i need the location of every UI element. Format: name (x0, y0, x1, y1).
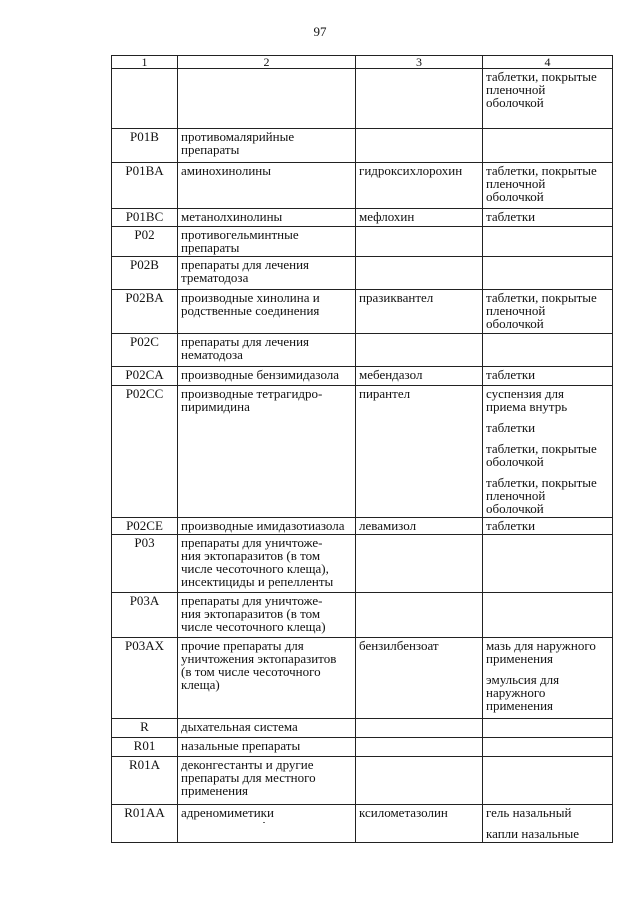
group-name-line: препараты для уничтоже- (181, 593, 323, 608)
atc-code-cell: R (112, 719, 178, 738)
group-name-cell (178, 209, 356, 227)
group-name-cell (178, 593, 356, 638)
table-row (112, 805, 613, 843)
group-name-cell (178, 367, 356, 386)
dosage-form-cell (483, 719, 613, 738)
group-name-line: применения (181, 783, 249, 798)
group-name-line: производные тетрагидро- (181, 386, 323, 401)
dosage-form-cell (483, 227, 613, 257)
inn-cell (356, 69, 483, 129)
inn-cell: празиквантел (356, 290, 483, 334)
table-row (112, 738, 613, 757)
group-name-line: пиримидина (181, 399, 250, 414)
group-name-cell (178, 757, 356, 805)
group-name-cell (178, 738, 356, 757)
group-name-cell (178, 535, 356, 593)
table-row (112, 257, 613, 290)
dosage-form-cell (483, 757, 613, 805)
atc-code-cell: R01AA (112, 805, 178, 843)
dosage-form-cell (483, 738, 613, 757)
dosage-form-cell (483, 535, 613, 593)
group-name-line: числе чесоточного клеща) (181, 619, 326, 634)
dosage-form-cell (483, 69, 613, 129)
group-name-line: препараты для уничтоже- (181, 535, 323, 550)
table-row (112, 69, 613, 129)
group-name-line: ния эктопаразитов (в том (181, 548, 321, 563)
dosage-form (486, 70, 609, 109)
atc-code-cell: P01BC (112, 209, 178, 227)
dosage-form-cell (483, 638, 613, 719)
group-name-line: ния эктопаразитов (в том (181, 606, 321, 621)
dosage-form-cell (483, 209, 613, 227)
dosage-form-line: применения (486, 651, 554, 666)
column-header: 2 (178, 56, 356, 69)
inn-cell (356, 535, 483, 593)
inn-cell: левамизол (356, 518, 483, 535)
group-name-line: препараты (181, 240, 240, 255)
atc-code-cell: P01BA (112, 163, 178, 209)
group-name-cell (178, 386, 356, 518)
group-name-cell (178, 227, 356, 257)
scan-speck (263, 822, 265, 823)
dosage-form-line: оболочкой (486, 316, 544, 331)
table-header-row (112, 56, 613, 69)
atc-code-cell: P02 (112, 227, 178, 257)
page-number: 97 (313, 24, 327, 39)
dosage-form-line: таблетки, покрытые (486, 441, 597, 456)
group-name-line: прочие препараты для (181, 638, 304, 653)
group-name-cell (178, 129, 356, 163)
dosage-form-cell (483, 805, 613, 843)
dosage-form-line: таблетки, покрытые (486, 475, 597, 490)
group-name-line: препараты (181, 142, 240, 157)
dosage-form (486, 639, 609, 665)
inn-cell (356, 129, 483, 163)
dosage-form-cell (483, 163, 613, 209)
inn-cell (356, 593, 483, 638)
dosage-form-line: таблетки, покрытые (486, 290, 597, 305)
group-name-cell (178, 334, 356, 367)
inn-cell: гидроксихлорохин (356, 163, 483, 209)
group-name-line: инсектициды и репелленты (181, 574, 334, 589)
dosage-form-line: капли назальные (486, 826, 579, 841)
atc-code-cell: R01A (112, 757, 178, 805)
dosage-form-cell (483, 129, 613, 163)
inn-cell (356, 738, 483, 757)
atc-code-cell: P03A (112, 593, 178, 638)
dosage-form (486, 164, 609, 203)
atc-code-cell: P02C (112, 334, 178, 367)
atc-code-cell: P02CA (112, 367, 178, 386)
dosage-form-line: оболочкой (486, 95, 544, 110)
dosage-form-line: таблетки, покрытые (486, 163, 597, 178)
dosage-form-line: гель назальный (486, 805, 572, 820)
dosage-form-line: таблетки (486, 209, 536, 224)
dosage-form (486, 827, 609, 840)
dosage-form-line: таблетки (486, 367, 536, 382)
inn-cell: бензилбензоат (356, 638, 483, 719)
atc-code-cell: R01 (112, 738, 178, 757)
dosage-form-line: наружного (486, 685, 546, 700)
group-name-line: аминохинолины (181, 163, 271, 178)
table-row (112, 290, 613, 334)
dosage-form (486, 291, 609, 330)
group-name-line: трематодоза (181, 270, 249, 285)
dosage-form-cell (483, 290, 613, 334)
dosage-form (486, 210, 609, 223)
table-row (112, 757, 613, 805)
dosage-form-line: таблетки (486, 420, 536, 435)
dosage-form-line: пленочной (486, 303, 546, 318)
dosage-form-line: оболочкой (486, 454, 544, 469)
dosage-form-cell (483, 367, 613, 386)
dosage-form-cell (483, 518, 613, 535)
dosage-form (486, 368, 609, 381)
dosage-form-line: пленочной (486, 488, 546, 503)
table-row (112, 386, 613, 518)
column-header: 1 (112, 56, 178, 69)
dosage-form-line: эмульсия для (486, 672, 560, 687)
dosage-form-cell (483, 334, 613, 367)
group-name-line: деконгестанты и другие (181, 757, 314, 772)
dosage-form-cell (483, 257, 613, 290)
group-name-line: нематодоза (181, 347, 243, 362)
dosage-form (486, 673, 609, 712)
table-row (112, 593, 613, 638)
group-name-cell (178, 290, 356, 334)
group-name-cell (178, 805, 356, 843)
group-name-cell (178, 257, 356, 290)
group-name-line: препараты для лечения (181, 257, 310, 272)
group-name-cell (178, 163, 356, 209)
dosage-form (486, 387, 609, 413)
dosage-form-line: пленочной (486, 176, 546, 191)
table-row (112, 518, 613, 535)
inn-cell (356, 334, 483, 367)
group-name-line: назальные препараты (181, 738, 301, 753)
group-name-line: (в том числе чесоточного (181, 664, 321, 679)
atc-code-cell: P02CE (112, 518, 178, 535)
dosage-form (486, 519, 609, 532)
dosage-form (486, 806, 609, 819)
dosage-form-line: приема внутрь (486, 399, 568, 414)
inn-cell: ксилометазолин (356, 805, 483, 843)
inn-cell (356, 757, 483, 805)
group-name-line: дыхательная система (181, 719, 298, 734)
dosage-form (486, 442, 609, 468)
dosage-form-line: пленочной (486, 82, 546, 97)
atc-code-cell: P02BA (112, 290, 178, 334)
dosage-form-line: мазь для наружного (486, 638, 596, 653)
atc-code-cell: P01B (112, 129, 178, 163)
inn-cell: мебендазол (356, 367, 483, 386)
group-name-cell (178, 518, 356, 535)
group-name-line: производные бензимидазола (181, 367, 340, 382)
dosage-form-cell (483, 386, 613, 518)
inn-cell (356, 719, 483, 738)
inn-cell (356, 227, 483, 257)
group-name-line: клеща) (181, 677, 220, 692)
atc-code-cell: P03 (112, 535, 178, 593)
atc-code-cell: P03AX (112, 638, 178, 719)
group-name-line: противомалярийные (181, 129, 295, 144)
inn-cell: пирантел (356, 386, 483, 518)
dosage-form-cell (483, 593, 613, 638)
dosage-form-line: суспензия для (486, 386, 564, 401)
group-name-cell (178, 638, 356, 719)
group-name-line: метанолхинолины (181, 209, 283, 224)
group-name-line: родственные соединения (181, 303, 320, 318)
drug-table (111, 55, 613, 843)
inn-cell: мефлохин (356, 209, 483, 227)
dosage-form-line: оболочкой (486, 189, 544, 204)
dosage-form-line: таблетки, покрытые (486, 69, 597, 84)
table-row (112, 209, 613, 227)
dosage-form-line: таблетки (486, 518, 536, 533)
atc-code-cell: P02B (112, 257, 178, 290)
group-name-line: уничтожения эктопаразитов (181, 651, 337, 666)
group-name-line: адреномиметики (181, 805, 274, 820)
table-row (112, 535, 613, 593)
table-row (112, 227, 613, 257)
group-name-cell (178, 69, 356, 129)
group-name-line: препараты для местного (181, 770, 316, 785)
table-row (112, 719, 613, 738)
group-name-line: препараты для лечения (181, 334, 310, 349)
table-row (112, 638, 613, 719)
atc-code-cell (112, 69, 178, 129)
group-name-cell (178, 719, 356, 738)
table-row (112, 163, 613, 209)
inn-cell (356, 257, 483, 290)
dosage-form (486, 476, 609, 515)
atc-code-cell: P02CC (112, 386, 178, 518)
dosage-form (486, 421, 609, 434)
group-name-line: производные хинолина и (181, 290, 320, 305)
dosage-form-line: оболочкой (486, 501, 544, 516)
group-name-line: противогельминтные (181, 227, 299, 242)
column-header: 3 (356, 56, 483, 69)
table-row (112, 129, 613, 163)
group-name-line: числе чесоточного клеща), (181, 561, 329, 576)
table-row (112, 367, 613, 386)
dosage-form-line: применения (486, 698, 554, 713)
table-row (112, 334, 613, 367)
group-name-line: производные имидазотиазола (181, 518, 345, 533)
column-header: 4 (483, 56, 613, 69)
